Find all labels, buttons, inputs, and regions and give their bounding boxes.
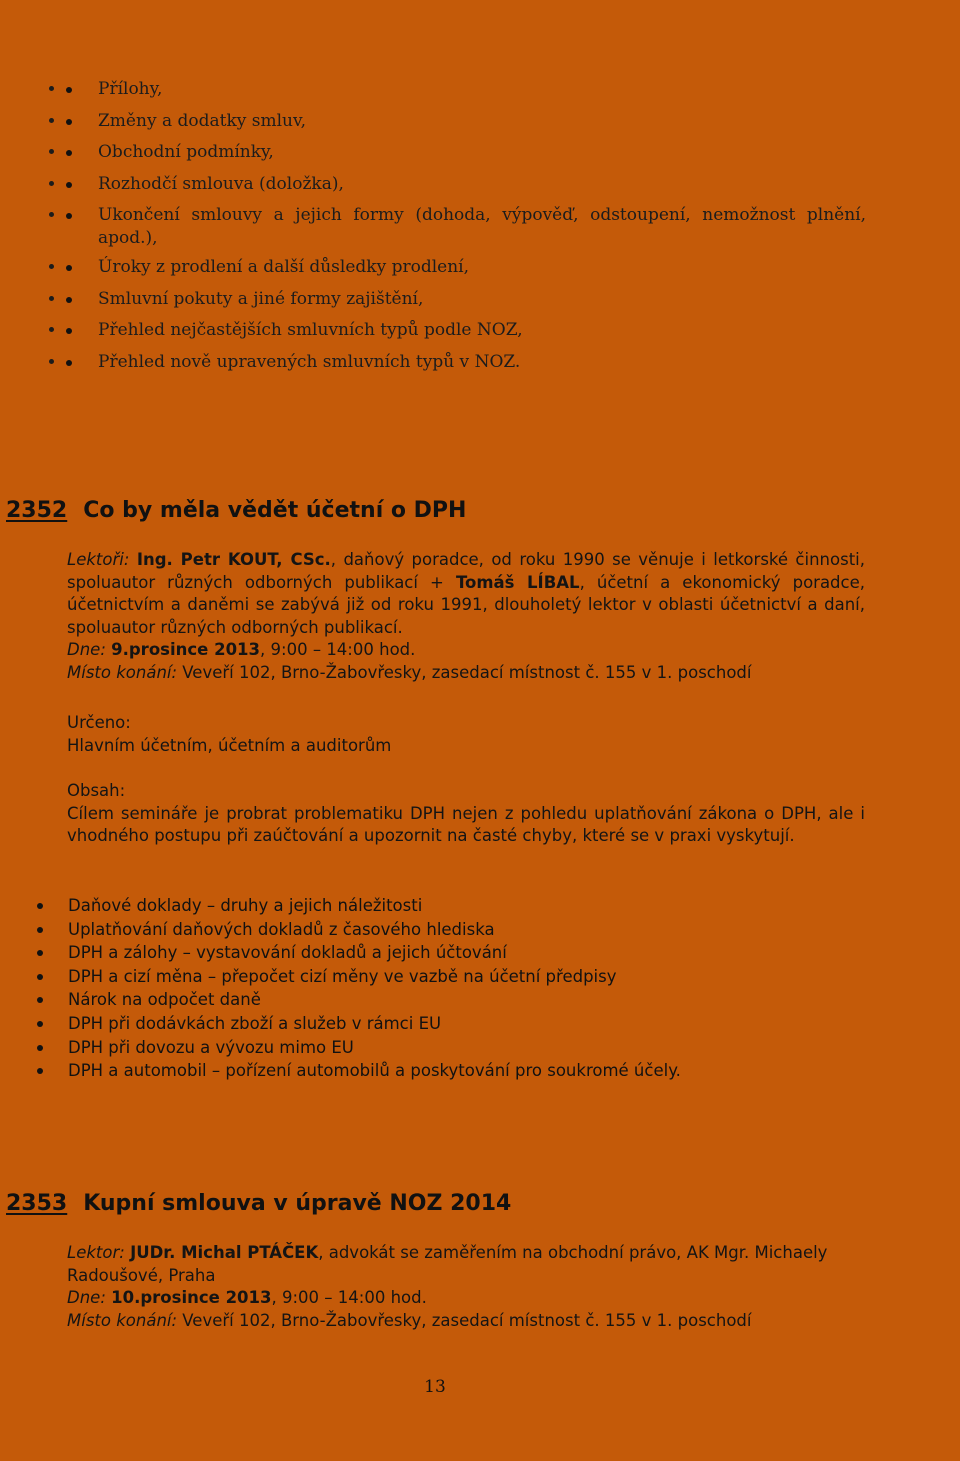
lecturer-description: , daňový poradce, od roku 1990 se věnuje i letkorské činnosti, spoluautor různých odborných publikací + <box>67 550 865 592</box>
list-item: DPH a zálohy – vystavování dokladů a jejich účtování <box>37 941 837 965</box>
course-lecturers <box>67 549 865 684</box>
top-bullet-list <box>66 78 866 382</box>
course-time: , 9:00 – 14:00 hod. <box>271 1288 427 1307</box>
course-number: 2353 <box>6 1191 68 1216</box>
lecturer-name: JUDr. Michal PTÁČEK <box>130 1243 319 1262</box>
course-time: , 9:00 – 14:00 hod. <box>260 640 416 659</box>
target-section <box>67 712 865 757</box>
course-place: Veveří 102, Brno-Žabovřesky, zasedací místnost č. 155 v 1. poschodí <box>182 1310 752 1330</box>
list-item: DPH při dovozu a vývozu mimo EU <box>37 1036 837 1060</box>
place-label: Místo konání: <box>67 662 178 682</box>
target-text: Hlavním účetním, účetním a auditorům <box>67 735 392 755</box>
list-item: • Změny a dodatky smluv, <box>66 110 866 133</box>
course-place: Veveří 102, Brno-Žabovřesky, zasedací místnost č. 155 v 1. poschodí <box>182 662 752 682</box>
course-heading-2353 <box>6 1191 511 1216</box>
date-label: Dne: <box>67 640 106 659</box>
course-heading-2352 <box>6 498 466 523</box>
list-item: • Přílohy, <box>66 78 866 101</box>
list-item: DPH a cizí měna – přepočet cizí měny ve vazbě na účetní předpisy <box>37 965 837 989</box>
place-label: Místo konání: <box>67 1310 178 1330</box>
list-item: • Obchodní podmínky, <box>66 141 866 164</box>
lecturers-label: Lektoři: <box>67 550 130 569</box>
target-label: Určeno: <box>67 713 131 732</box>
content-section <box>67 780 865 848</box>
course-date: 9.prosince 2013 <box>111 640 261 659</box>
list-item: Uplatňování daňových dokladů z časového hlediska <box>37 918 837 942</box>
lecturer-description: , účetní a ekonomický poradce, účetnictvím a daněmi se zabývá již od roku 1991, dlouholetý lektor v oblasti účetnictví a daní, spoluautor různých odborných publikací. <box>67 572 865 637</box>
list-item: • Přehled nejčastějších smluvních typů podle NOZ, <box>66 319 866 342</box>
list-item: DPH a automobil – pořízení automobilů a poskytování pro soukromé účely. <box>37 1059 837 1083</box>
list-item: DPH při dodávkách zboží a služeb v rámci EU <box>37 1012 837 1036</box>
course-title: Kupní smlouva v úpravě NOZ 2014 <box>83 1191 512 1216</box>
list-item: Daňové doklady – druhy a jejich náležitosti <box>37 894 837 918</box>
list-item: • Úroky z prodlení a další důsledky prodlení, <box>66 256 866 279</box>
list-item: • Ukončení smlouvy a jejich formy (dohoda, výpověď, odstoupení, nemožnost plnění, apod.), <box>66 204 866 250</box>
lecturer-description: , advokát se zaměřením na obchodní právo, AK Mgr. Michaely Radoušové, Praha <box>67 1243 828 1285</box>
list-item: Nárok na odpočet daně <box>37 988 837 1012</box>
course-lecturers <box>67 1242 865 1332</box>
course-date: 10.prosince 2013 <box>111 1288 272 1307</box>
date-label: Dne: <box>67 1288 106 1307</box>
page-number: 13 <box>424 1377 446 1397</box>
lecturer-label: Lektor: <box>67 1243 125 1262</box>
lecturer-name: Tomáš LÍBAL <box>455 572 580 592</box>
list-item: • Rozhodčí smlouva (doložka), <box>66 173 866 196</box>
course-title: Co by měla vědět účetní o DPH <box>83 498 467 523</box>
content-bullet-list <box>37 894 837 1083</box>
list-item: • Smluvní pokuty a jiné formy zajištění, <box>66 288 866 311</box>
course-number: 2352 <box>6 498 68 523</box>
list-item: • Přehled nově upravených smluvních typů v NOZ. <box>66 351 866 374</box>
lecturer-name: Ing. Petr KOUT, CSc. <box>136 550 331 569</box>
content-label: Obsah: <box>67 781 126 800</box>
content-text: Cílem semináře je probrat problematiku DPH nejen z pohledu uplatňování zákona o DPH, ale i vhodného postupu při zaúčtování a upozornit na časté chyby, které se v praxi vyskytují. <box>67 803 865 845</box>
